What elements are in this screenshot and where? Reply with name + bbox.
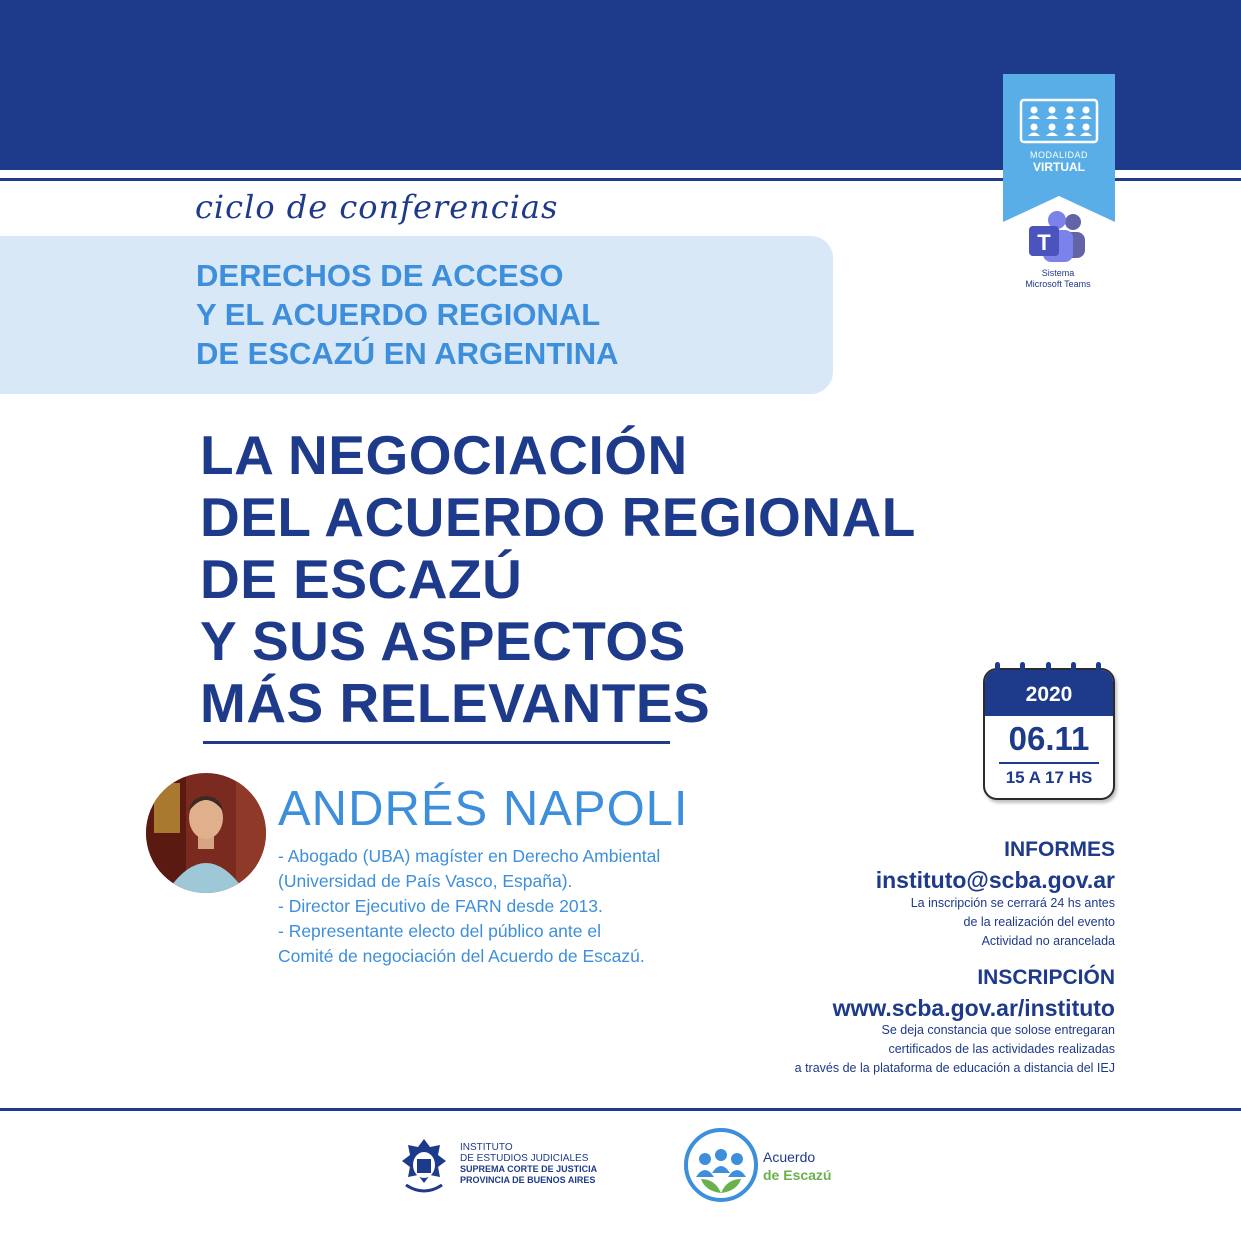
bio-line: - Abogado (UBA) magíster en Derecho Ambiental — [278, 846, 661, 866]
registration-url[interactable]: www.scba.gov.ar/instituto — [832, 995, 1115, 1021]
inscripcion-heading: INSCRIPCIÓN — [977, 966, 1115, 989]
talk-title — [200, 424, 916, 734]
series-title-line: DERECHOS DE ACCESO — [196, 258, 564, 293]
note-line: Actividad no arancelada — [981, 934, 1115, 948]
talk-title-line: LA NEGOCIACIÓN — [200, 424, 688, 486]
teams-caption-line2: Microsoft Teams — [1025, 279, 1091, 289]
iej-logo-text — [460, 1142, 597, 1186]
acuerdo-escazu-logo-text — [763, 1148, 831, 1184]
teams-caption-line1: Sistema — [1041, 268, 1075, 278]
bio-line: Comité de negociación del Acuerdo de Escazú. — [278, 946, 645, 966]
series-title-line: Y EL ACUERDO REGIONAL — [196, 297, 601, 332]
calendar-card — [983, 668, 1115, 800]
footer-divider — [0, 1108, 1241, 1111]
talk-title-line: Y SUS ASPECTOS — [200, 610, 686, 672]
bio-line: (Universidad de País Vasco, España). — [278, 871, 573, 891]
talk-title-line: MÁS RELEVANTES — [200, 672, 711, 734]
calendar-year: 2020 — [985, 670, 1113, 716]
talk-title-line: DEL ACUERDO REGIONAL — [200, 486, 916, 548]
note-line: a través de la plataforma de educación a distancia del IEJ — [794, 1061, 1115, 1075]
series-label: ciclo de conferencias — [195, 188, 559, 226]
iej-line: DE ESTUDIOS JUDICIALES — [460, 1153, 589, 1164]
microsoft-teams-icon — [1027, 210, 1089, 266]
speaker-photo — [146, 773, 266, 893]
registration-notes — [911, 894, 1115, 951]
note-line: de la realización del evento — [963, 915, 1115, 929]
svg-text:T: T — [1037, 230, 1051, 255]
calendar-separator — [999, 762, 1099, 764]
speaker-name: ANDRÉS NAPOLI — [278, 782, 689, 836]
bio-line: - Director Ejecutivo de FARN desde 2013. — [278, 896, 603, 916]
escazu-line2: de Escazú — [763, 1167, 832, 1183]
note-line: certificados de las actividades realizadas — [888, 1042, 1115, 1056]
badge-virtual-label: VIRTUAL — [1033, 160, 1085, 174]
series-title-line: DE ESCAZÚ EN ARGENTINA — [196, 336, 619, 371]
note-line: La inscripción se cerrará 24 hs antes — [910, 896, 1115, 910]
talk-title-line: DE ESCAZÚ — [200, 548, 523, 610]
bio-line: - Representante electo del público ante el — [278, 921, 601, 941]
title-underline — [203, 741, 670, 744]
note-line: Se deja constancia que solose entregaran — [881, 1023, 1115, 1037]
iej-seal-icon — [398, 1135, 450, 1197]
calendar-rings — [995, 662, 1101, 676]
iej-line: PROVINCIA DE BUENOS AIRES — [460, 1175, 596, 1185]
escazu-line1: Acuerdo — [763, 1149, 816, 1165]
calendar-time: 15 A 17 HS — [1005, 768, 1093, 787]
virtual-mode-badge — [1003, 74, 1115, 222]
iej-line: SUPREMA CORTE DE JUSTICIA — [460, 1164, 598, 1174]
acuerdo-escazu-logo-icon — [683, 1127, 759, 1203]
series-title — [196, 256, 816, 373]
calendar-day: 06.11 — [1008, 720, 1090, 757]
contact-email[interactable]: instituto@scba.gov.ar — [875, 867, 1115, 893]
certificate-notes — [795, 1021, 1115, 1078]
badge-modalidad-label: MODALIDAD — [1029, 150, 1088, 160]
informes-heading: INFORMES — [1004, 838, 1115, 861]
iej-line: INSTITUTO — [460, 1142, 513, 1153]
calendar-date — [983, 662, 1113, 798]
teams-caption — [1009, 268, 1107, 290]
speaker-bio — [278, 844, 718, 969]
